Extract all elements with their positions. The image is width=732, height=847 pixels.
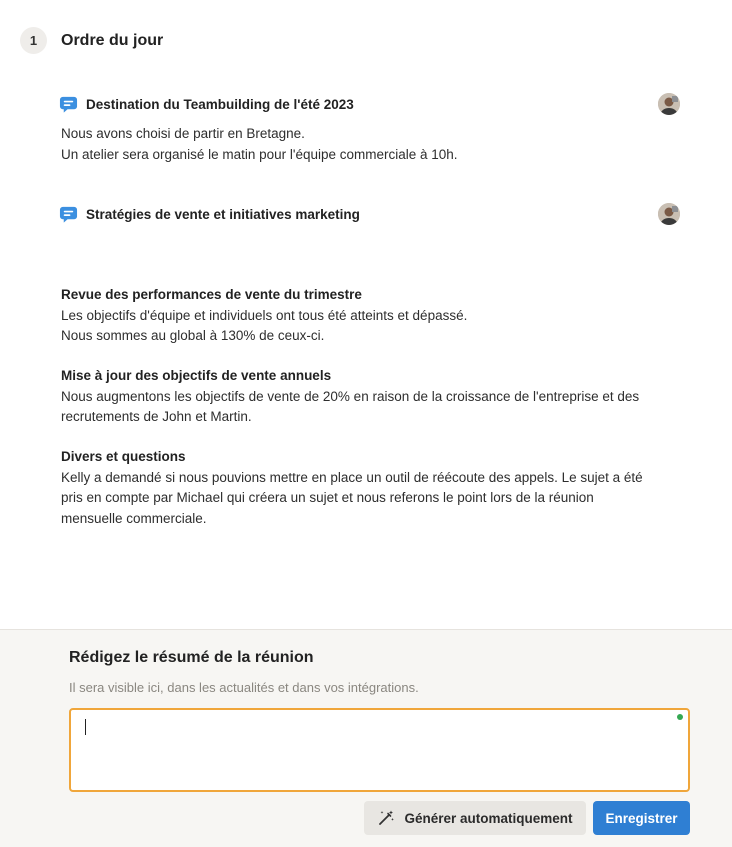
notes-line: Nous augmentons les objectifs de vente de 20% en raison de la croissance de l'entreprise et des <box>61 388 640 404</box>
summary-textarea[interactable] <box>71 710 688 790</box>
notes-heading: Divers et questions <box>61 449 186 464</box>
text-cursor <box>85 719 86 735</box>
notes-line: mensuelle commerciale. <box>61 510 207 526</box>
generate-button[interactable] <box>364 801 586 835</box>
save-button[interactable]: Enregistrer <box>593 801 690 835</box>
notes-line: Nous sommes au global à 130% de ceux-ci. <box>61 328 325 343</box>
notes-line: Les objectifs d'équipe et individuels ont tous été atteints et dépassé. <box>61 307 468 323</box>
generate-label: Générer automatiquement <box>404 810 573 826</box>
magic-wand-icon <box>377 809 395 827</box>
section-number-badge: 1 <box>20 27 47 54</box>
section-header <box>20 27 163 54</box>
avatar[interactable] <box>658 203 680 225</box>
notes-line: Kelly a demandé si nous pouvions mettre en place un outil de réécoute des appels. Le sujet a été <box>61 469 643 485</box>
comment-icon <box>58 94 78 114</box>
summary-panel <box>0 629 732 847</box>
summary-field[interactable] <box>69 708 690 792</box>
agenda-topic <box>58 93 680 165</box>
topic-header[interactable] <box>58 203 680 225</box>
topic-title: Destination du Teambuilding de l'été 2023 <box>86 96 354 112</box>
notes-heading: Revue des performances de vente du trimestre <box>61 287 362 302</box>
status-dot <box>677 714 683 720</box>
topic-line: Nous avons choisi de partir en Bretagne. <box>61 126 305 141</box>
avatar[interactable] <box>658 93 680 115</box>
notes-block <box>61 366 681 428</box>
notes-block <box>61 447 681 529</box>
comment-icon <box>58 204 78 224</box>
notes-block <box>61 285 681 347</box>
topic-title: Stratégies de vente et initiatives marketing <box>86 206 360 222</box>
topic-line: Un atelier sera organisé le matin pour l'équipe commerciale à 10h. <box>61 147 458 162</box>
notes-line: pris en compte par Michael qui créera un sujet et nous referons le point lors de la réunion <box>61 490 594 505</box>
notes-line: recrutements de John et Martin. <box>61 409 252 424</box>
topic-body <box>61 123 680 165</box>
summary-subtitle: Il sera visible ici, dans les actualités et dans vos intégrations. <box>69 680 419 695</box>
agenda-topic <box>58 203 680 225</box>
notes-heading: Mise à jour des objectifs de vente annuels <box>61 368 332 383</box>
topic-header[interactable] <box>58 93 680 115</box>
section-title: Ordre du jour <box>61 31 164 49</box>
summary-title: Rédigez le résumé de la réunion <box>69 649 314 666</box>
